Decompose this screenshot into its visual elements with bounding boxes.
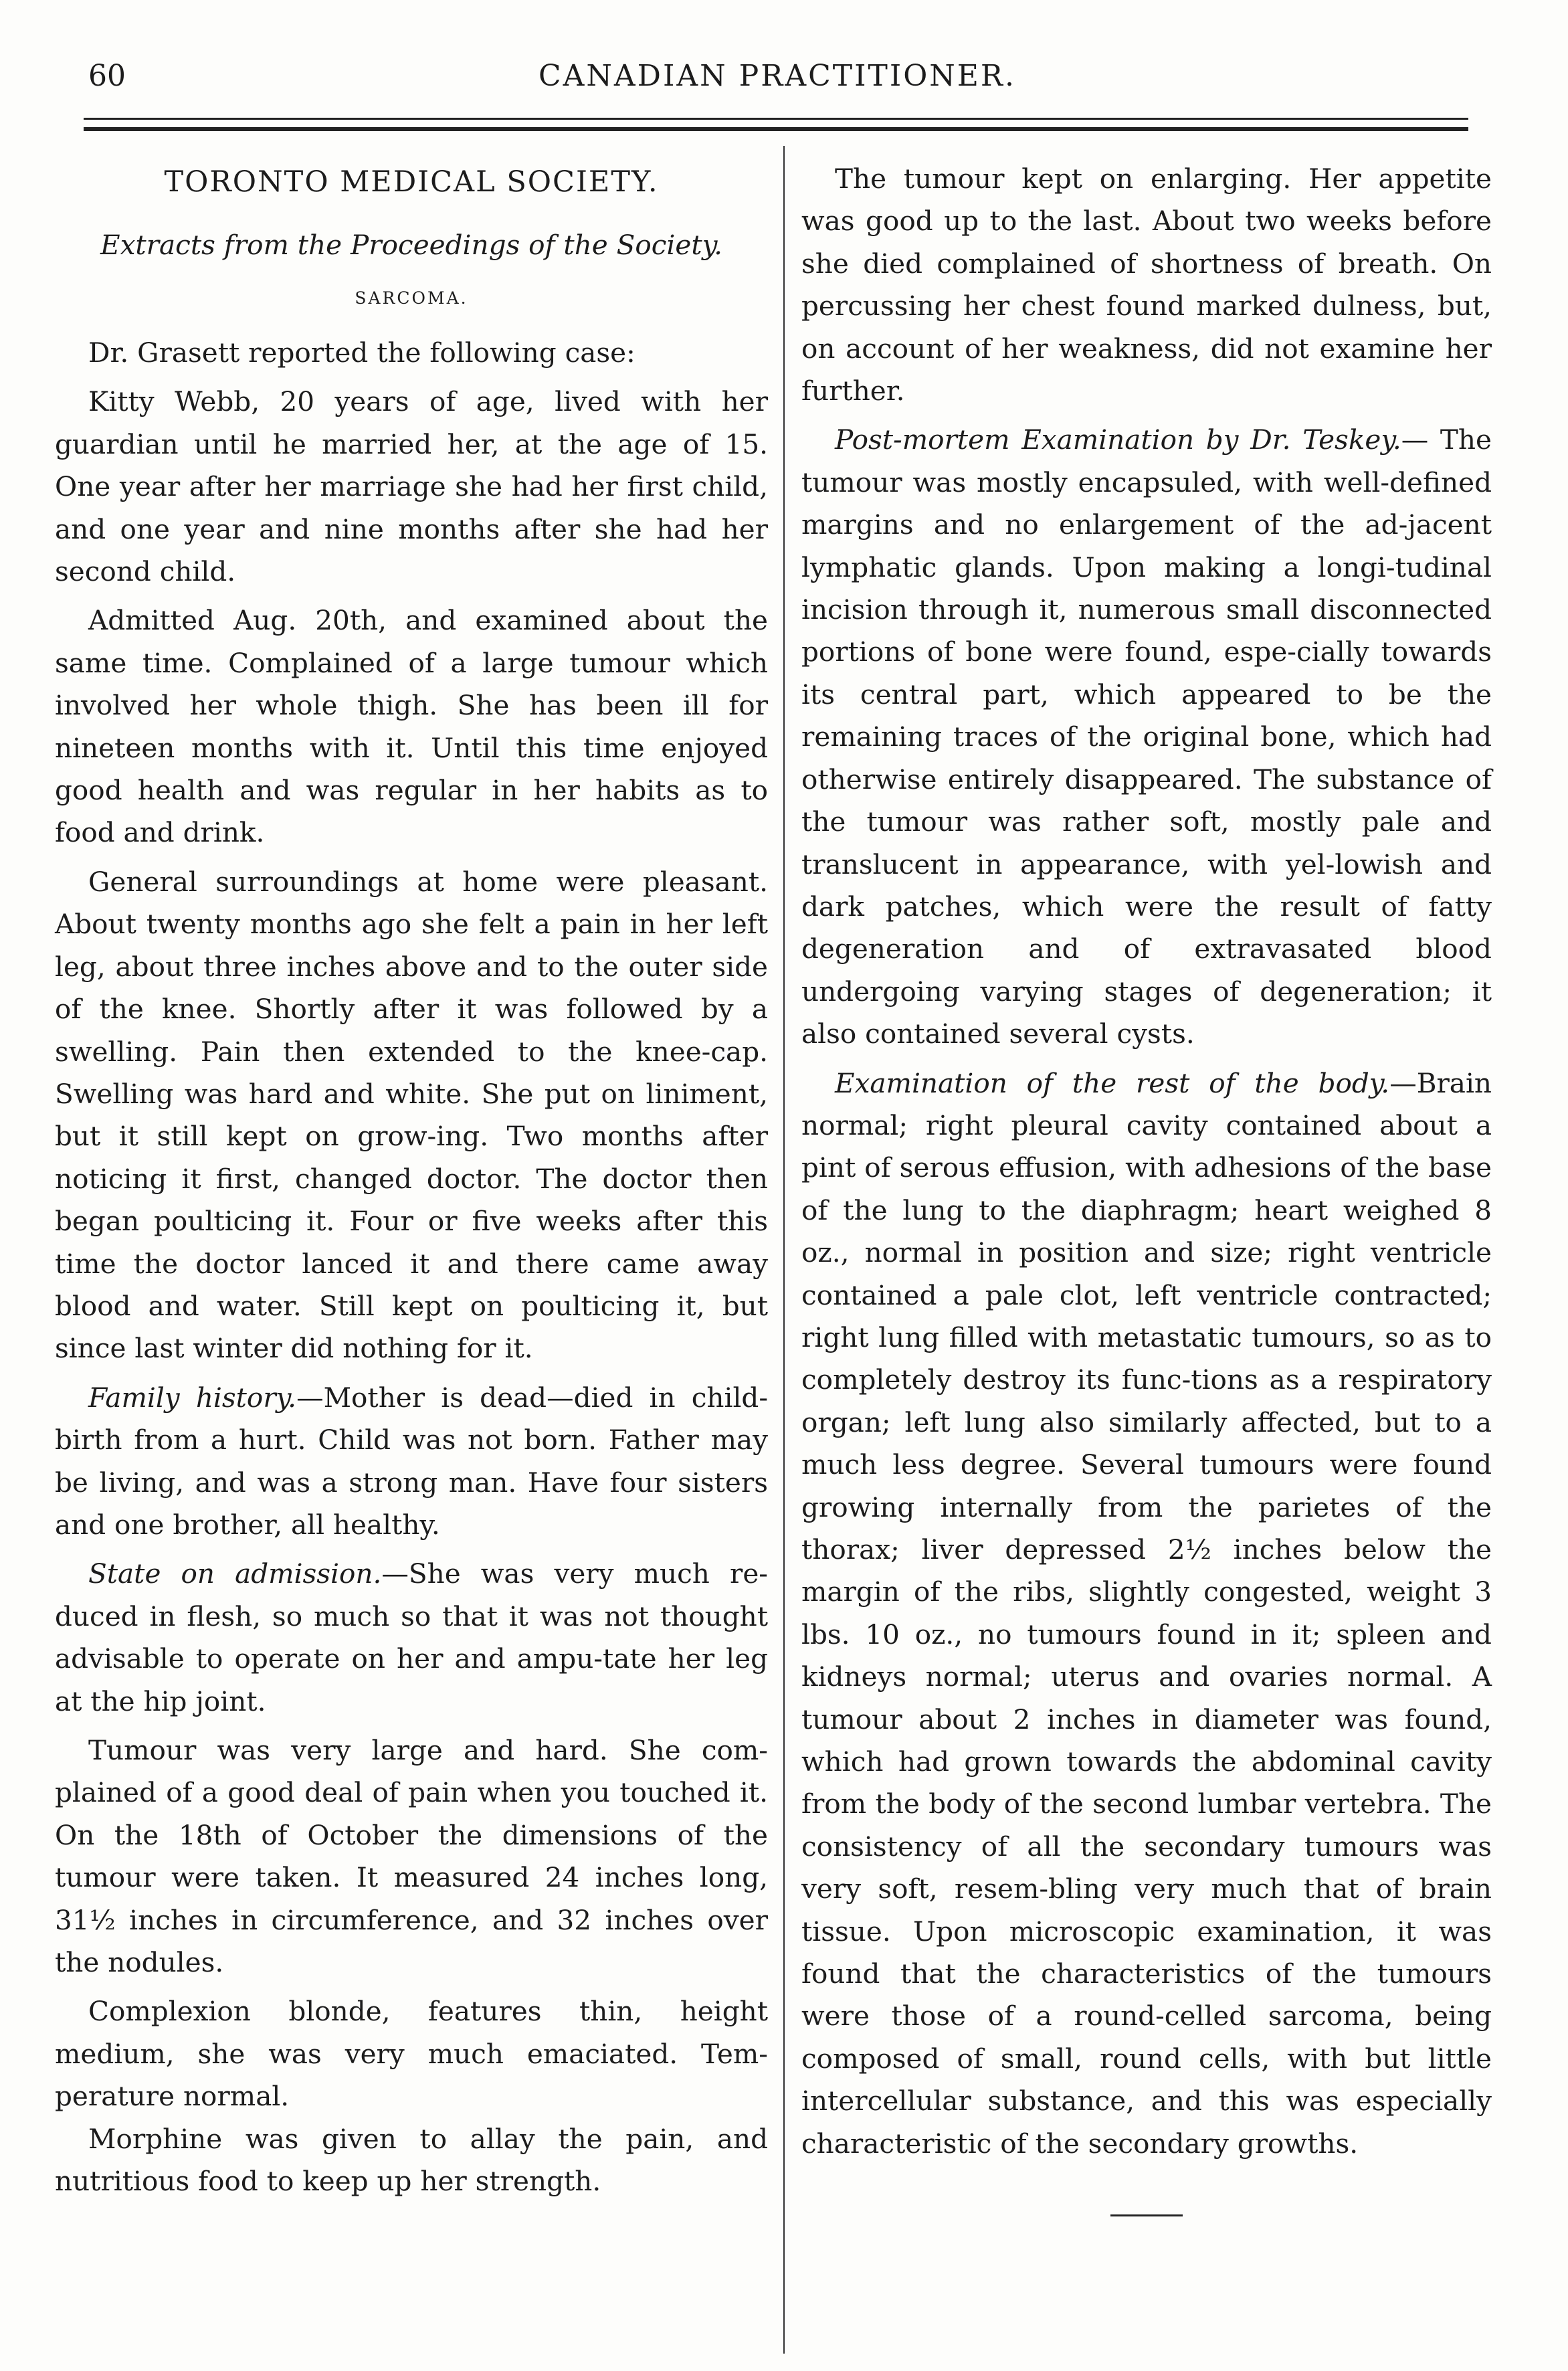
paragraph-body: —Brain normal; right pleural cavity contained about a pint of serous effusion, with adhesions of the base of the lung to the diaphragm; heart weighed 8 oz., normal in position and size; right ventricle contained a pale clot, left ventricle contracted; right lung filled with metastatic tumours, so as to completely destroy its func-tions as a respiratory organ; left lung also similarly affected, but to a much less degree. Several tumours were found growing internally from the parietes of the thorax; liver depressed 2½ inches below the margin of the ribs, slightly congested, weight 3 lbs. 10 oz., no tumours found in it; spleen and kidneys normal; uterus and ovaries normal. A tumour about 2 inches in diameter was found, which had grown towards the abdominal cavity from the body of the second lumbar vertebra. The consistency of all the secondary tumours was very soft, resem-bling very much that of brain tissue. Upon microscopic examination, it was found that the characteristics of the tumours were those of a round-celled sarcoma, being composed of small, round cells, with but little intercellular substance, and this was especially characteristic of the secondary growths. <box>801 1066 1492 2160</box>
right-column <box>801 158 1492 2216</box>
inline-heading: Family history. <box>88 1381 297 1414</box>
running-title: CANADIAN PRACTITIONER. <box>538 59 1017 93</box>
header-rule-thick <box>84 127 1468 131</box>
inline-heading: Post-mortem Examination by Dr. Teskey. <box>835 423 1401 456</box>
paragraph-body: —She was very much re-duced in flesh, so much so that it was not thought advisable to operate on her and ampu-tate her leg at the hip joint. <box>55 1557 768 1717</box>
paragraph: Morphine was given to allay the pain, and nutritious food to keep up her strength. <box>55 2122 768 2198</box>
page-number: 60 <box>88 59 126 93</box>
paragraph: The tumour kept on enlarging. Her appetite was good up to the last. About two weeks before she died complained of shortness of breath. On percussing her chest found marked dulness, but, on account of her weakness, did not examine her further. <box>801 163 1492 407</box>
paragraph: Tumour was very large and hard. She com-plained of a good deal of pain when you touched it. On the 18th of October the dimensions of the tumour were taken. It measured 24 inches long, 31½ inches in circumference, and 32 inches over the nodules. <box>55 1734 768 1979</box>
paragraph-body: — The tumour was mostly encapsuled, with well-defined margins and no enlargement of the ad-jacent lymphatic glands. Upon making a longi-tudinal incision through it, numerous small disconnected portions of bone were found, espe-cially towards its central part, which appeared to be the remaining traces of the original bone, which had otherwise entirely disappeared. The substance of the tumour was rather soft, mostly pale and translucent in appearance, with yel-lowish and dark patches, which were the result of fatty degeneration and of extravasated blood undergoing varying stages of degeneration; it also contained several cysts. <box>801 423 1492 1050</box>
header-rule-thin <box>84 118 1468 120</box>
paragraph: General surroundings at home were pleasant. About twenty months ago she felt a pain in her left leg, about three inches above and to the outer side of the knee. Shortly after it was followed by a swelling. Pain then extended to the knee-cap. Swelling was hard and white. She put on liniment, but it still kept on grow-ing. Two months after noticing it first, changed doctor. The doctor then began poulticing it. Four or five weeks after this time the doctor lanced it and there came away blood and water. Still kept on poulticing it, but since last winter did nothing for it. <box>55 865 768 1365</box>
left-column <box>55 158 768 2202</box>
paragraph: Admitted Aug. 20th, and examined about the same time. Complained of a large tumour which involved her whole thigh. She has been ill for nineteen months with it. Until this time enjoyed good health and was regular in her habits as to food and drink. <box>55 604 768 849</box>
paragraph <box>55 1377 768 1547</box>
end-rule <box>1110 2214 1183 2216</box>
paragraph <box>801 419 1492 1055</box>
inline-heading: Examination of the rest of the body. <box>835 1066 1390 1099</box>
column-divider <box>783 146 785 2354</box>
inline-heading: State on admission. <box>88 1557 382 1590</box>
article-subtitle: Extracts from the Proceedings of the Society. <box>100 229 722 261</box>
paragraph <box>55 1553 768 1723</box>
section-heading: SARCOMA. <box>355 288 468 308</box>
page-header <box>88 59 1466 112</box>
paragraph-body: —Mother is dead—died in child-birth from a hurt. Child was not born. Father may be living, and was a strong man. Have four sisters and one brother, all healthy. <box>55 1381 769 1541</box>
paragraph: Dr. Grasett reported the following case: <box>88 337 635 369</box>
paragraph: Kitty Webb, 20 years of age, lived with her guardian until he married her, at the age of 15. One year after her marriage she had her first child, and one year and nine months after she had her second child. <box>55 385 768 588</box>
article-title: TORONTO MEDICAL SOCIETY. <box>164 165 659 199</box>
paragraph <box>801 1062 1492 2166</box>
paragraph: Complexion blonde, features thin, height medium, she was very much emaciated. Tem-perature normal. <box>55 1995 768 2113</box>
